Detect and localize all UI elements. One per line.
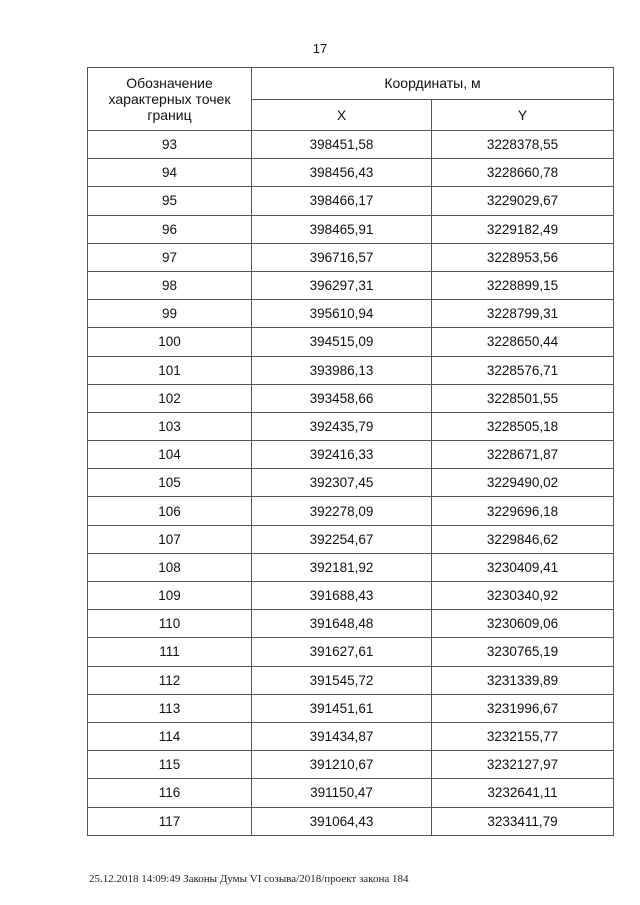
table-row (88, 751, 614, 779)
point-cell: 117 (88, 807, 252, 835)
table-row (88, 666, 614, 694)
table-row (88, 187, 614, 215)
y-coordinate-cell: 3231996,67 (432, 694, 614, 722)
table-row (88, 300, 614, 328)
point-cell: 112 (88, 666, 252, 694)
header-x: X (252, 99, 432, 131)
x-coordinate-cell: 392254,67 (252, 525, 432, 553)
header-y: Y (432, 99, 614, 131)
table-row (88, 694, 614, 722)
y-coordinate-cell: 3228378,55 (432, 131, 614, 159)
header-designation: Обозначение характерных точек границ (88, 68, 252, 131)
y-coordinate-cell: 3231339,89 (432, 666, 614, 694)
point-cell: 111 (88, 638, 252, 666)
point-cell: 100 (88, 328, 252, 356)
y-coordinate-cell: 3230409,41 (432, 553, 614, 581)
table-row (88, 638, 614, 666)
x-coordinate-cell: 393458,66 (252, 384, 432, 412)
x-coordinate-cell: 391451,61 (252, 694, 432, 722)
y-coordinate-cell: 3228899,15 (432, 271, 614, 299)
x-coordinate-cell: 396716,57 (252, 243, 432, 271)
y-coordinate-cell: 3228505,18 (432, 412, 614, 440)
y-coordinate-cell: 3228799,31 (432, 300, 614, 328)
y-coordinate-cell: 3229029,67 (432, 187, 614, 215)
point-cell: 102 (88, 384, 252, 412)
x-coordinate-cell: 394515,09 (252, 328, 432, 356)
page-number: 17 (312, 41, 328, 56)
table-body (88, 131, 614, 836)
table-row (88, 441, 614, 469)
x-coordinate-cell: 396297,31 (252, 271, 432, 299)
y-coordinate-cell: 3228660,78 (432, 159, 614, 187)
y-coordinate-cell: 3229696,18 (432, 497, 614, 525)
point-cell: 110 (88, 610, 252, 638)
x-coordinate-cell: 398456,43 (252, 159, 432, 187)
table-row (88, 779, 614, 807)
point-cell: 106 (88, 497, 252, 525)
y-coordinate-cell: 3232127,97 (432, 751, 614, 779)
point-cell: 101 (88, 356, 252, 384)
table-row (88, 131, 614, 159)
table-row (88, 243, 614, 271)
x-coordinate-cell: 392278,09 (252, 497, 432, 525)
y-coordinate-cell: 3232641,11 (432, 779, 614, 807)
x-coordinate-cell: 391545,72 (252, 666, 432, 694)
footer-stamp: 25.12.2018 14:09:49 Законы Думы VI созыва/2018/проект закона 184 (89, 873, 409, 885)
point-cell: 95 (88, 187, 252, 215)
table-header (88, 68, 614, 131)
y-coordinate-cell: 3228671,87 (432, 441, 614, 469)
coordinates-table (87, 67, 614, 836)
table-row (88, 553, 614, 581)
x-coordinate-cell: 392181,92 (252, 553, 432, 581)
x-coordinate-cell: 392307,45 (252, 469, 432, 497)
y-coordinate-cell: 3228576,71 (432, 356, 614, 384)
y-coordinate-cell: 3228953,56 (432, 243, 614, 271)
point-cell: 103 (88, 412, 252, 440)
point-cell: 105 (88, 469, 252, 497)
y-coordinate-cell: 3229182,49 (432, 215, 614, 243)
x-coordinate-cell: 391688,43 (252, 582, 432, 610)
y-coordinate-cell: 3232155,77 (432, 722, 614, 750)
table-row (88, 807, 614, 835)
x-coordinate-cell: 391150,47 (252, 779, 432, 807)
header-coordinates: Координаты, м (252, 68, 614, 100)
point-cell: 104 (88, 441, 252, 469)
x-coordinate-cell: 392435,79 (252, 412, 432, 440)
x-coordinate-cell: 393986,13 (252, 356, 432, 384)
x-coordinate-cell: 398465,91 (252, 215, 432, 243)
table-row (88, 159, 614, 187)
table-row (88, 582, 614, 610)
table-row (88, 271, 614, 299)
y-coordinate-cell: 3229846,62 (432, 525, 614, 553)
table-row (88, 384, 614, 412)
x-coordinate-cell: 398451,58 (252, 131, 432, 159)
point-cell: 94 (88, 159, 252, 187)
x-coordinate-cell: 391434,87 (252, 722, 432, 750)
y-coordinate-cell: 3233411,79 (432, 807, 614, 835)
point-cell: 99 (88, 300, 252, 328)
x-coordinate-cell: 398466,17 (252, 187, 432, 215)
x-coordinate-cell: 392416,33 (252, 441, 432, 469)
table-row (88, 412, 614, 440)
point-cell: 96 (88, 215, 252, 243)
table-row (88, 215, 614, 243)
x-coordinate-cell: 395610,94 (252, 300, 432, 328)
table-row (88, 722, 614, 750)
point-cell: 107 (88, 525, 252, 553)
y-coordinate-cell: 3229490,02 (432, 469, 614, 497)
x-coordinate-cell: 391210,67 (252, 751, 432, 779)
y-coordinate-cell: 3228650,44 (432, 328, 614, 356)
point-cell: 93 (88, 131, 252, 159)
table-row (88, 356, 614, 384)
y-coordinate-cell: 3230609,06 (432, 610, 614, 638)
table-row (88, 328, 614, 356)
x-coordinate-cell: 391648,48 (252, 610, 432, 638)
table-row (88, 525, 614, 553)
point-cell: 109 (88, 582, 252, 610)
point-cell: 115 (88, 751, 252, 779)
point-cell: 108 (88, 553, 252, 581)
point-cell: 113 (88, 694, 252, 722)
y-coordinate-cell: 3228501,55 (432, 384, 614, 412)
y-coordinate-cell: 3230765,19 (432, 638, 614, 666)
y-coordinate-cell: 3230340,92 (432, 582, 614, 610)
table-row (88, 469, 614, 497)
x-coordinate-cell: 391064,43 (252, 807, 432, 835)
table-row (88, 610, 614, 638)
point-cell: 97 (88, 243, 252, 271)
x-coordinate-cell: 391627,61 (252, 638, 432, 666)
point-cell: 114 (88, 722, 252, 750)
point-cell: 98 (88, 271, 252, 299)
table-row (88, 497, 614, 525)
point-cell: 116 (88, 779, 252, 807)
